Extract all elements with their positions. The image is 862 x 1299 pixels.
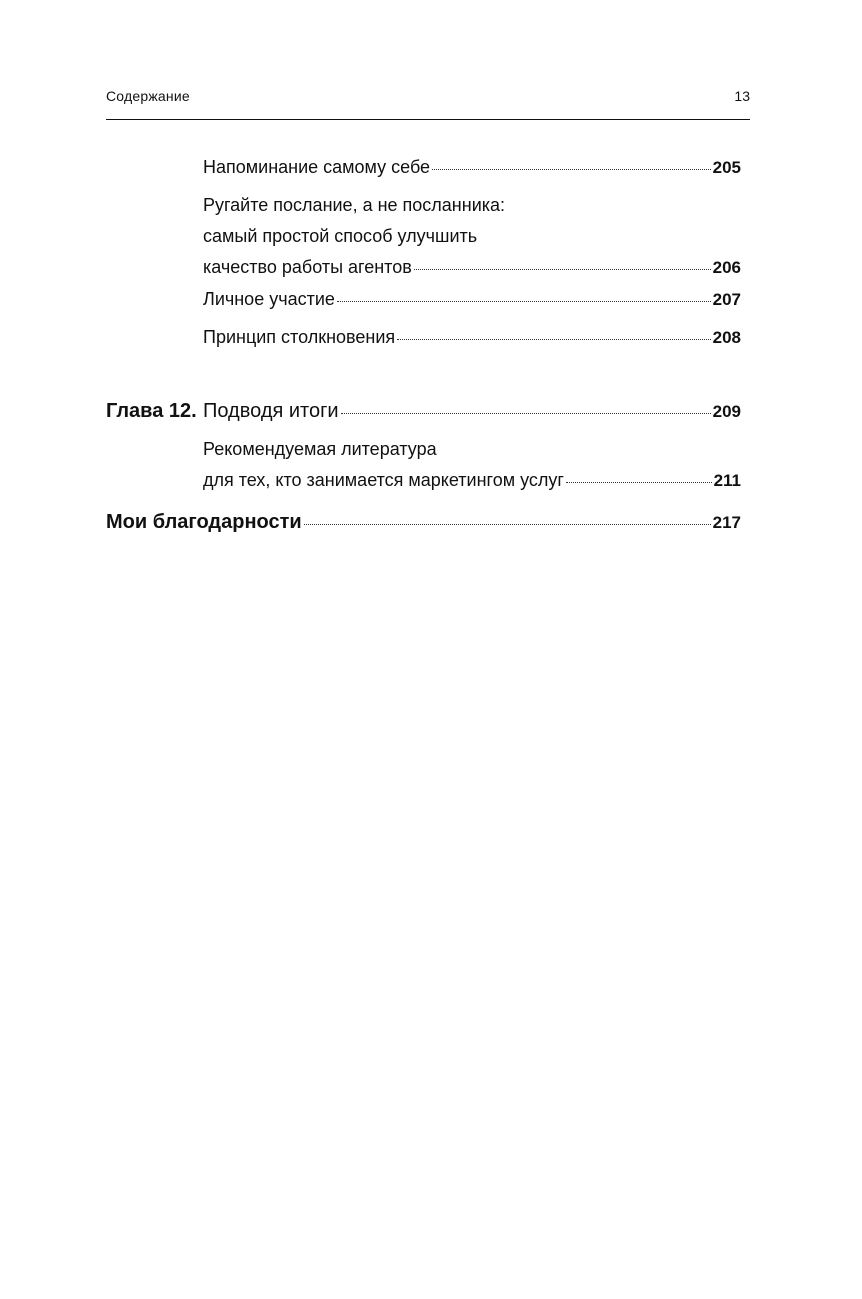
toc-entry — [203, 152, 741, 183]
running-header — [106, 86, 750, 108]
toc-leader-dots — [566, 482, 712, 483]
toc-entry-title-line: Рекомендуемая литература — [203, 439, 437, 459]
toc-entry-title: Напоминание самому себе — [203, 157, 431, 177]
toc-page-number: 207 — [712, 290, 741, 309]
header-divider — [106, 119, 750, 120]
chapter-label: Глава 12. — [106, 400, 197, 422]
toc-section-entry — [106, 507, 741, 538]
toc-entry-title-line: для тех, кто занимается маркетингом услуг — [203, 470, 564, 490]
toc-entry — [203, 322, 741, 353]
toc-leader-dots — [337, 301, 711, 302]
toc-entry — [203, 190, 741, 283]
toc-entry-title: Принцип столкновения — [203, 327, 396, 347]
toc-page-number: 211 — [713, 471, 741, 490]
toc-page-number: 209 — [712, 402, 741, 421]
page-number: 13 — [734, 88, 750, 104]
toc-entry — [203, 434, 741, 496]
toc-entry-title-line: Ругайте послание, а не посланника: — [203, 195, 506, 215]
toc-page-number: 208 — [712, 328, 741, 347]
toc-entry-title-line: качество работы агентов — [203, 257, 412, 277]
toc-page-number: 205 — [712, 158, 741, 177]
toc-page-number: 217 — [712, 513, 741, 532]
toc-entry-title: Личное участие — [203, 289, 335, 309]
toc-leader-dots — [432, 169, 711, 170]
running-header-title: Содержание — [106, 88, 190, 104]
toc-chapter-entry — [106, 396, 741, 427]
toc-leader-dots — [414, 269, 711, 270]
toc-entry-title-line: самый простой способ улучшить — [203, 226, 478, 246]
toc-leader-dots — [397, 339, 710, 340]
toc-entry-title: Подводя итоги — [203, 400, 339, 422]
toc-entry — [203, 284, 741, 315]
toc-leader-dots — [304, 524, 711, 525]
toc-leader-dots — [341, 413, 711, 414]
toc-entry-title: Мои благодарности — [106, 511, 302, 533]
toc-page-number: 206 — [712, 258, 741, 277]
